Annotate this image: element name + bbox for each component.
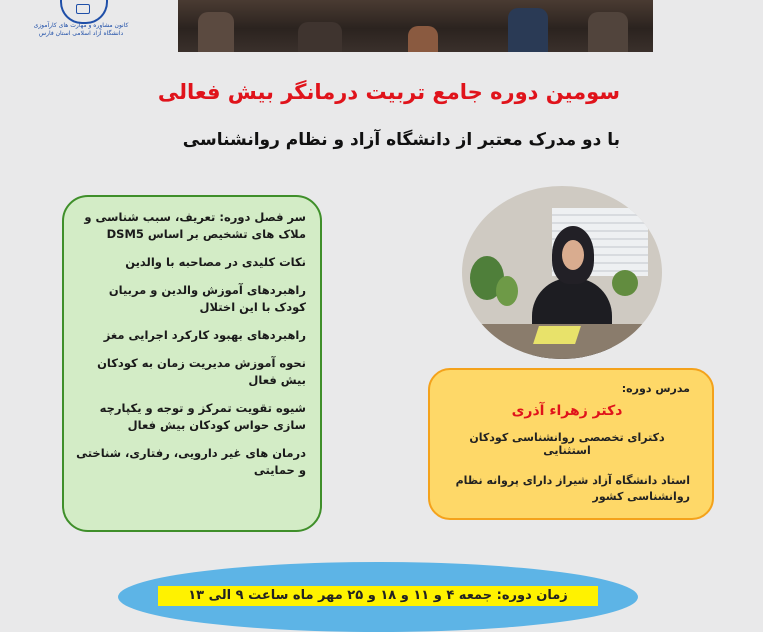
- instructor-label: مدرس دوره:: [621, 382, 690, 395]
- emblem-icon: [60, 0, 108, 24]
- logo-text: کانون مشاوره و مهارت های کارآموزی دانشگاه آزاد اسلامی استان فارس: [33, 22, 129, 37]
- schedule-box: [118, 562, 638, 632]
- instructor-name: دکتر زهراء آذری: [511, 403, 623, 419]
- topic-item: راهبردهای آموزش والدین و مربیان کودک با این اختلال: [108, 283, 306, 314]
- instructor-photo: [462, 186, 662, 359]
- instructor-position: استاد دانشگاه آزاد شیراز دارای پروانه نظام روانشناسی کشور: [455, 474, 690, 503]
- header-photo: [178, 0, 653, 52]
- topic-item: نکات کلیدی در مصاحبه با والدین: [125, 255, 306, 269]
- university-logo: [26, 0, 136, 40]
- topic-item: راهبردهای بهبود کارکرد اجرایی مغز: [103, 328, 306, 342]
- instructor-box: [428, 368, 714, 520]
- topic-item: درمان های غیر دارویی، رفتاری، شناختی و حمایتی: [76, 446, 306, 477]
- instructor-degree: دکترای تخصصی روانشناسی کودکان استثنایی: [469, 431, 665, 457]
- topic-item: سر فصل دوره: تعریف، سبب شناسی و ملاک های تشخیص بر اساس DSM5: [84, 210, 306, 241]
- topics-box: [62, 195, 322, 532]
- course-subtitle: با دو مدرک معتبر از دانشگاه آزاد و نظام روانشناسی: [182, 130, 620, 150]
- topic-item: نحوه آموزش مدیریت زمان به کودکان بیش فعال: [97, 356, 306, 387]
- schedule-text: زمان دوره: جمعه ۴ و ۱۱ و ۱۸ و ۲۵ مهر ماه ساعت ۹ الی ۱۳: [188, 588, 568, 603]
- topic-item: شیوه تقویت تمرکز و توجه و یکپارچه سازی حواس کودکان بیش فعال: [99, 401, 306, 432]
- course-title: سومین دوره جامع تربیت درمانگر بیش فعالی: [157, 80, 620, 104]
